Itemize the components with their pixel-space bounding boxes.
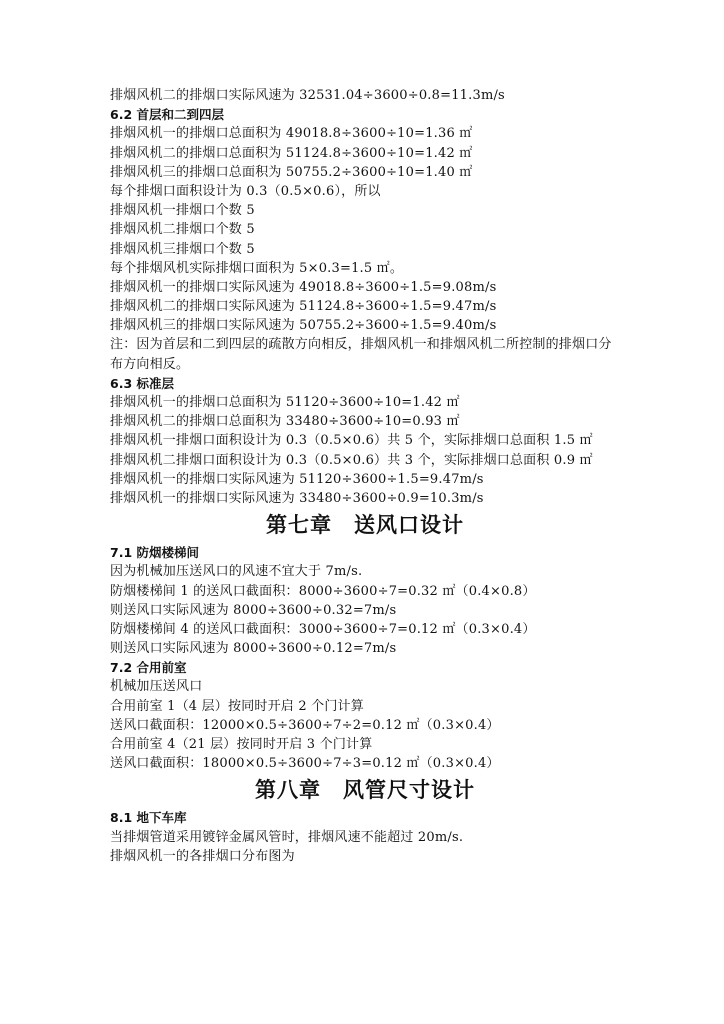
text-line: 排烟风机一的排烟口总面积为 49018.8÷3600÷10=1.36 ㎡ (110, 126, 473, 142)
text-line: 防烟楼梯间 4 的送风口截面积：3000÷3600÷7=0.12 ㎡（0.3×0.4） (110, 621, 536, 637)
text-line: 排烟风机二的排烟口实际风速为 32531.04÷3600÷0.8=11.3m/s (110, 88, 505, 103)
text-line: 排烟风机一排烟口面积设计为 0.3（0.5×0.6）共 5 个，实际排烟口总面积 1.5 ㎡ (110, 433, 593, 449)
text-line: 防烟楼梯间 1 的送风口截面积：8000÷3600÷7=0.32 ㎡（0.4×0.8） (110, 583, 536, 599)
text-line: 排烟风机二的排烟口实际风速为 51124.8÷3600÷1.5=9.47m/s (110, 299, 497, 315)
text-line: 排烟风机三的排烟口实际风速为 50755.2÷3600÷1.5=9.40m/s (110, 318, 497, 334)
text-line: 排烟风机二排烟口面积设计为 0.3（0.5×0.6）共 3 个，实际排烟口总面积 0.9 ㎡ (110, 452, 593, 468)
text-line: 合用前室 1（4 层）按同时开启 2 个门计算 (110, 698, 364, 714)
section-heading: 6.3 标准层 (110, 375, 174, 391)
section-heading: 8.1 地下车库 (110, 810, 187, 826)
text-line: 每个排烟口面积设计为 0.3（0.5×0.6），所以 (110, 183, 381, 199)
text-line: 送风口截面积：12000×0.5÷3600÷7÷2=0.12 ㎡（0.3×0.4） (110, 717, 500, 733)
text-line: 排烟风机二的排烟口总面积为 51124.8÷3600÷10=1.42 ㎡ (110, 145, 473, 161)
text-line: 排烟风机一的排烟口总面积为 51120÷3600÷10=1.42 ㎡ (110, 395, 460, 411)
text-line: 排烟风机一的排烟口实际风速为 33480÷3600÷0.9=10.3m/s (110, 490, 484, 506)
section-heading: 7.1 防烟楼梯间 (110, 545, 199, 561)
text-line: 排烟风机一的排烟口实际风速为 51120÷3600÷1.5=9.47m/s (110, 471, 484, 487)
text-line: 排烟风机三的排烟口总面积为 50755.2÷3600÷10=1.40 ㎡ (110, 164, 473, 180)
section-heading: 6.2 首层和二到四层 (110, 107, 224, 123)
text-line: 则送风口实际风速为 8000÷3600÷0.32=7m/s (110, 602, 397, 618)
text-line: 合用前室 4（21 层）按同时开启 3 个门计算 (110, 737, 373, 753)
text-line: 排烟风机一排烟口个数 5 (110, 203, 255, 219)
text-line: 每个排烟风机实际排烟口面积为 5×0.3=1.5 ㎡。 (110, 260, 404, 276)
page-content (110, 86, 620, 866)
text-line: 排烟风机一的排烟口实际风速为 49018.8÷3600÷1.5=9.08m/s (110, 279, 497, 295)
section-8-text (110, 808, 620, 866)
section-6-text (110, 86, 620, 508)
text-line: 排烟风机一的各排烟口分布图为 (110, 848, 295, 864)
chapter-8-heading: 第八章 风管尺寸设计 (255, 778, 475, 803)
section-heading: 7.2 合用前室 (110, 660, 187, 676)
text-line: 因为机械加压送风口的风速不宜大于 7m/s. (110, 564, 363, 580)
section-7-text (110, 543, 620, 773)
text-line: 机械加压送风口 (110, 679, 203, 695)
text-line: 送风口截面积：18000×0.5÷3600÷7÷3=0.12 ㎡（0.3×0.4） (110, 756, 500, 772)
text-line: 排烟风机二的排烟口总面积为 33480÷3600÷10=0.93 ㎡ (110, 414, 460, 430)
note-paragraph: 注：因为首层和二到四层的疏散方向相反，排烟风机一和排烟风机二所控制的排烟口分布方向相反。 (110, 337, 612, 372)
text-line: 排烟风机二排烟口个数 5 (110, 222, 255, 238)
text-line: 当排烟管道采用镀锌金属风管时，排烟风速不能超过 20m/s. (110, 829, 464, 845)
text-line: 排烟风机三排烟口个数 5 (110, 241, 255, 257)
text-line: 则送风口实际风速为 8000÷3600÷0.12=7m/s (110, 641, 397, 657)
chapter-7-heading: 第七章 送风口设计 (266, 513, 464, 538)
